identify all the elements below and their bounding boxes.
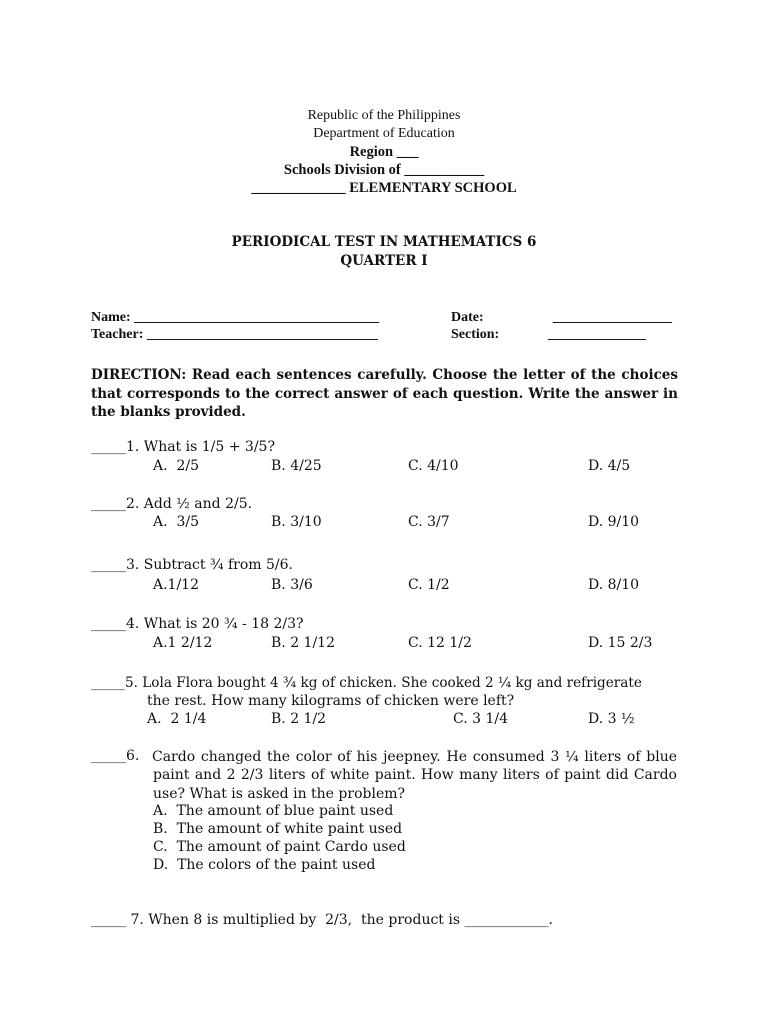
date-blank: _________________ <box>553 310 672 325</box>
question-1-option-c: C. 4/10 <box>408 458 459 474</box>
question-3-option-c: C. 1/2 <box>408 577 450 593</box>
question-4-option-d: D. 15 2/3 <box>588 635 653 651</box>
question-5-option-c: C. 3 1/4 <box>453 711 509 727</box>
header-division: Schools Division of ___________ <box>283 162 485 178</box>
question-5-option-b: B. 2 1/2 <box>271 711 327 727</box>
question-1-stem: _____1. What is 1/5 + 3/5? <box>91 439 275 455</box>
question-2-stem: _____2. Add ½ and 2/5. <box>91 496 253 512</box>
question-5-stem-line-1: _____5. Lola Flora bought 4 ¾ kg of chicken. She cooked 2 ¼ kg and refrigerate <box>91 675 642 691</box>
question-5-option-a: A. 2 1/4 <box>147 711 207 727</box>
question-5-option-d: D. 3 ½ <box>588 711 635 727</box>
question-6-option-a: A. The amount of blue paint used <box>153 803 394 819</box>
test-title: PERIODICAL TEST IN MATHEMATICS 6 <box>231 234 537 250</box>
test-quarter: QUARTER I <box>340 253 428 269</box>
question-4-stem: _____4. What is 20 ¾ - 18 2/3? <box>91 616 304 632</box>
direction-text: DIRECTION: Read each sentences carefully. Choose the letter of the choices that corresponds to the correct answer of each question. Write the answer in the blanks provided. <box>91 367 678 420</box>
question-6-stem: Cardo changed the color of his jeepney. He consumed 3 ¼ liters of blue paint and 2 2/3 liters of white paint. How many liters of paint did Cardo use? What is asked in the problem? <box>152 749 677 802</box>
section-label: Section: <box>451 327 500 342</box>
header-department: Department of Education <box>313 126 455 141</box>
header-school: _____________ ELEMENTARY SCHOOL <box>251 180 517 196</box>
question-6-blank: _____6. <box>91 748 140 764</box>
question-6-option-c: C. The amount of paint Cardo used <box>153 839 406 855</box>
question-5-stem-line-2: the rest. How many kilograms of chicken were left? <box>147 693 515 709</box>
question-4-option-b: B. 2 1/12 <box>271 635 335 651</box>
question-1-option-a: A. 2/5 <box>153 458 199 474</box>
question-4-option-a: A.1 2/12 <box>153 635 213 651</box>
question-3-stem: _____3. Subtract ¾ from 5/6. <box>91 557 293 573</box>
question-3-option-b: B. 3/6 <box>271 577 313 593</box>
question-1-option-b: B. 4/25 <box>271 458 322 474</box>
question-3-option-d: D. 8/10 <box>588 577 640 593</box>
question-6-option-b: B. The amount of white paint used <box>153 821 403 837</box>
name-field: Name: ___________________________________ <box>91 310 380 325</box>
question-2-option-a: A. 3/5 <box>153 514 199 530</box>
question-7-stem: _____ 7. When 8 is multiplied by 2/3, the product is ____________. <box>91 912 553 928</box>
question-4-option-c: C. 12 1/2 <box>408 635 472 651</box>
date-label: Date: <box>451 310 484 325</box>
header-republic: Republic of the Philippines <box>307 108 461 123</box>
question-2-option-c: C. 3/7 <box>408 514 450 530</box>
teacher-field: Teacher: _________________________________ <box>91 327 378 342</box>
question-2-option-d: D. 9/10 <box>588 514 640 530</box>
question-6-option-d: D. The colors of the paint used <box>153 857 376 873</box>
header-region: Region ___ <box>349 144 419 160</box>
section-blank: ______________ <box>548 327 646 342</box>
question-1-option-d: D. 4/5 <box>588 458 631 474</box>
question-2-option-b: B. 3/10 <box>271 514 322 530</box>
question-3-option-a: A.1/12 <box>153 577 199 593</box>
